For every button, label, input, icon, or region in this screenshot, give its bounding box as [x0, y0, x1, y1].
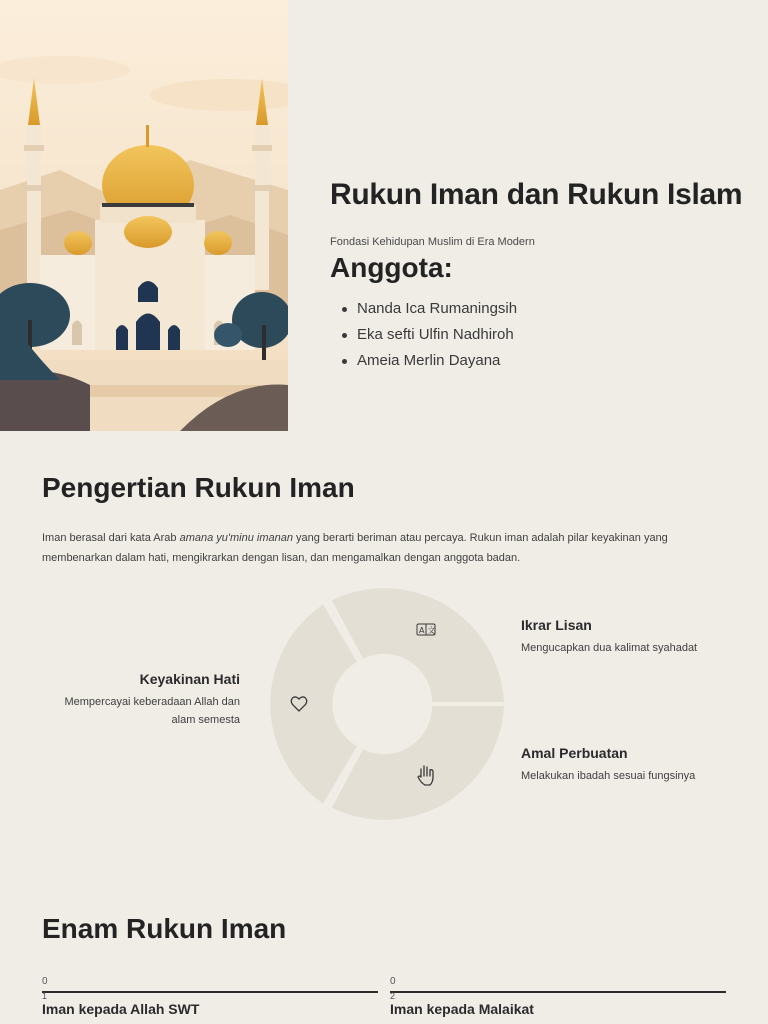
- pillars-donut: [262, 582, 506, 826]
- members-heading: Anggota:: [330, 252, 453, 283]
- segment-title: Keyakinan Hati: [139, 671, 240, 687]
- pengertian-title: Pengertian Rukun Iman: [42, 472, 355, 503]
- segment-title: Ikrar Lisan: [521, 617, 592, 633]
- para-text-start: Iman berasal dari kata Arab: [42, 532, 180, 544]
- enam-title: Enam Rukun Iman: [42, 913, 287, 944]
- card-title: Iman kepada Malaikat: [390, 1001, 534, 1017]
- pengertian-paragraph: [42, 528, 732, 568]
- donut-segment-ikrar: [332, 588, 504, 702]
- svg-text:文: 文: [427, 626, 436, 635]
- card-number-top: 0: [390, 976, 396, 987]
- page-title: Rukun Iman dan Rukun Islam: [330, 178, 743, 211]
- member-item: Nanda Ica Rumaningsih: [342, 296, 750, 322]
- segment-desc: Mengucapkan dua kalimat syahadat: [521, 642, 698, 654]
- rukun-card: [42, 976, 378, 1017]
- svg-text:A: A: [419, 626, 425, 635]
- card-number-top: 0: [42, 976, 48, 987]
- card-title: Iman kepada Allah SWT: [42, 1001, 200, 1017]
- members-list: [330, 296, 750, 374]
- card-number-bottom: 2: [390, 991, 396, 1001]
- mosque-illustration: [0, 0, 288, 431]
- donut-segment-keyakinan: [270, 605, 357, 804]
- card-number-bottom: 1: [42, 991, 48, 1001]
- rukun-card: [390, 976, 726, 1017]
- translate-icon: [417, 624, 436, 635]
- segment-title: Amal Perbuatan: [521, 745, 628, 761]
- member-item: Ameia Merlin Dayana: [342, 348, 750, 374]
- segment-desc: Melakukan ibadah sesuai fungsinya: [521, 770, 696, 782]
- para-text-end: yang berarti beriman atau percaya. Rukun iman adalah pilar keyakinan yang membenarkan dalam hati, mengikrarkan dengan lisan, dan mengamalkan dengan anggota badan.: [42, 532, 668, 564]
- segment-desc: Mempercayai keberadaan Allah dan alam semesta: [64, 696, 240, 726]
- para-arabic-term: amana yu'minu imanan: [179, 532, 293, 544]
- page-subtitle: Fondasi Kehidupan Muslim di Era Modern: [330, 236, 535, 248]
- member-item: Eka sefti Ulfin Nadhiroh: [342, 322, 750, 348]
- segment-label-keyakinan: [40, 671, 240, 729]
- donut-segment-amal: [332, 706, 504, 820]
- segment-label-ikrar: [521, 617, 751, 657]
- segment-label-amal: [521, 745, 751, 785]
- hero-text: [330, 178, 750, 374]
